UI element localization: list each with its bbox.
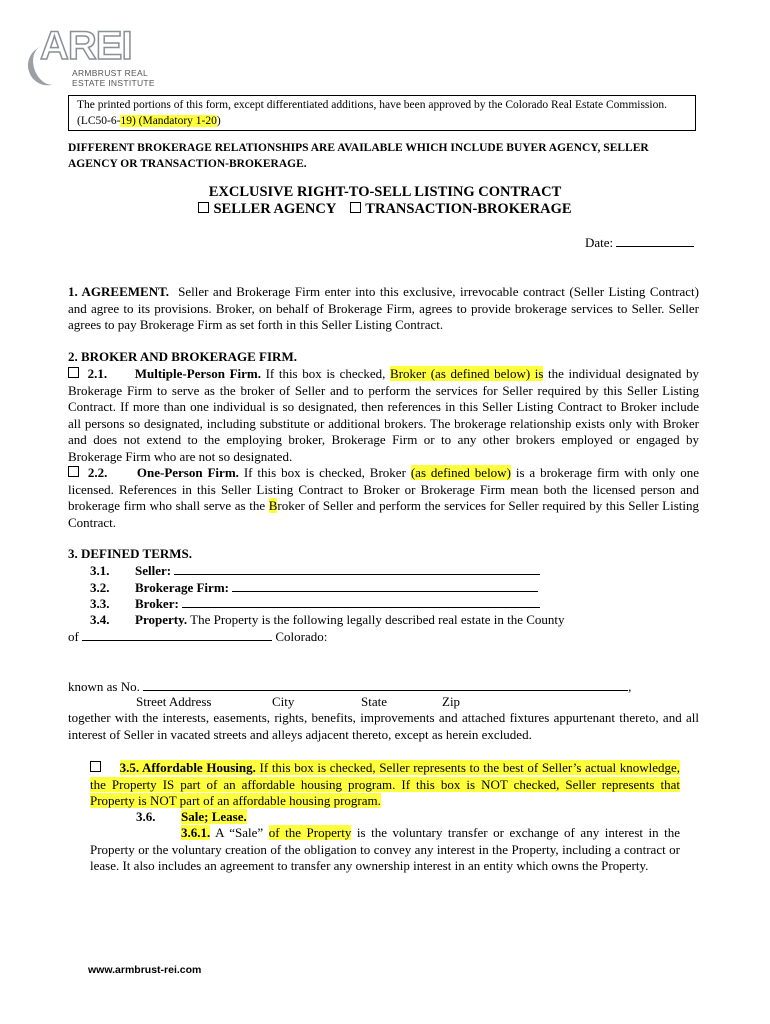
county-row: of Colorado: <box>68 629 328 644</box>
seller-field[interactable] <box>174 562 540 575</box>
logo-line2: ESTATE INSTITUTE <box>72 78 155 88</box>
logo-brand: AREI <box>40 24 132 68</box>
commission-notice-box <box>68 95 696 131</box>
transaction-brokerage-label: TRANSACTION-BROKERAGE <box>365 201 572 217</box>
logo-line1: ARMBRUST REAL <box>72 68 149 78</box>
notice-line2: (LC50-6-19) (Mandatory 1-20) <box>77 115 221 127</box>
zip-label: Zip <box>442 694 461 709</box>
broker-row: 3.3. Broker: <box>90 595 540 613</box>
seller-agency-checkbox[interactable] <box>198 202 209 213</box>
known-as-row: known as No. , <box>68 679 632 694</box>
date-row <box>585 234 694 251</box>
transaction-brokerage-checkbox[interactable] <box>350 202 361 213</box>
one-person-firm-checkbox[interactable] <box>68 466 79 477</box>
brokerage-firm-row: 3.2. Brokerage Firm: <box>90 579 538 597</box>
arei-logo <box>28 24 158 86</box>
multiple-person-firm-checkbox[interactable] <box>68 367 79 378</box>
city-label: City <box>272 694 295 709</box>
broker-field[interactable] <box>182 595 540 608</box>
section-1-heading: 1. AGREEMENT. <box>68 284 170 299</box>
date-label: Date: <box>585 235 614 250</box>
section-1-text: Seller and Brokerage Firm enter into this exclusive, irrevocable contract (Seller Listing Contract) and agree to its provisions. Broker, on behalf of Brokerage Firm, agrees to provide brokerage services to Seller. Seller agrees to pay Brokerage Firm as set forth in this Seller Listing Contract. <box>68 284 699 332</box>
date-field[interactable] <box>616 234 694 247</box>
seller-row: 3.1. Seller: <box>90 562 540 580</box>
property-row: 3.4. Property. The Property is the following legally described real estate in the County <box>90 612 565 627</box>
section-3-6-1: 3.6.1. A “Sale” of the Property is the voluntary transfer or exchange of any interest in the Property or the voluntary creation of the obligation to convey any interest in the Property, including a contract or lease. It also includes an agreement to transfer any ownership interest in an entity which owns the Property. <box>90 825 681 873</box>
relationship-options <box>0 201 770 218</box>
section-3-5-affordable-housing: 3.5. Affordable Housing. If this box is checked, Seller represents to the best of Seller’s actual knowledge, the Property IS part of an affordable housing program. If this box is NOT checked, Seller represents that Property is NOT part of an affordable housing program. <box>90 760 681 808</box>
county-field[interactable] <box>82 628 272 641</box>
notice-line1: The printed portions of this form, except differentiated additions, have been approved by the Colorado Real Estate Commission. <box>77 99 667 111</box>
state-label: State <box>361 694 387 709</box>
affordable-housing-checkbox[interactable] <box>90 761 101 772</box>
document-title: EXCLUSIVE RIGHT-TO-SELL LISTING CONTRACT <box>208 184 562 200</box>
street-label: Street Address <box>136 694 212 709</box>
seller-agency-label: SELLER AGENCY <box>213 201 336 217</box>
section-2-heading: 2. BROKER AND BROKERAGE FIRM. <box>68 349 297 364</box>
together-text: together with the interests, easements, rights, benefits, improvements and attached fixtures appurtenant thereto, and all interest of Seller in vacated streets and alleys adjacent thereto, except as herein excluded. <box>68 710 699 742</box>
section-2-1: 2.1. Multiple-Person Firm. If this box is checked, Broker (as defined below) is the individual designated by Brokerage Firm to serve as the broker of Seller and to perform the services for Seller required by this Seller Listing Contract. If more than one individual is so designated, then references in this Seller Listing Contract to Broker include all persons so designated, including substitute or additional brokers. The brokerage relationship exists only with Broker and does not extend to the employing broker, Brokerage Firm or to any other brokers employed or engaged by Brokerage Firm who are not so designated. <box>68 366 700 464</box>
brokerage-relationships-notice: DIFFERENT BROKERAGE RELATIONSHIPS ARE AVAILABLE WHICH INCLUDE BUYER AGENCY, SELLER AGENCY OR TRANSACTION-BROKERAGE. <box>68 142 649 170</box>
section-1-agreement <box>68 284 699 334</box>
section-3-6: 3.6. Sale; Lease. <box>136 809 247 824</box>
section-2-2: 2.2. One-Person Firm. If this box is checked, Broker (as defined below) is a brokerage firm with only one licensed. References in this Seller Listing Contract to Broker or Brokerage Firm mean both the licensed person and brokerage firm who shall serve as the Broker of Seller and perform the services for Seller required by this Seller Listing Contract. <box>68 465 700 530</box>
footer-url[interactable]: www.armbrust-rei.com <box>88 964 202 976</box>
section-3-heading: 3. DEFINED TERMS. <box>68 546 193 561</box>
brokerage-firm-field[interactable] <box>232 579 538 592</box>
known-as-field[interactable] <box>143 678 628 691</box>
